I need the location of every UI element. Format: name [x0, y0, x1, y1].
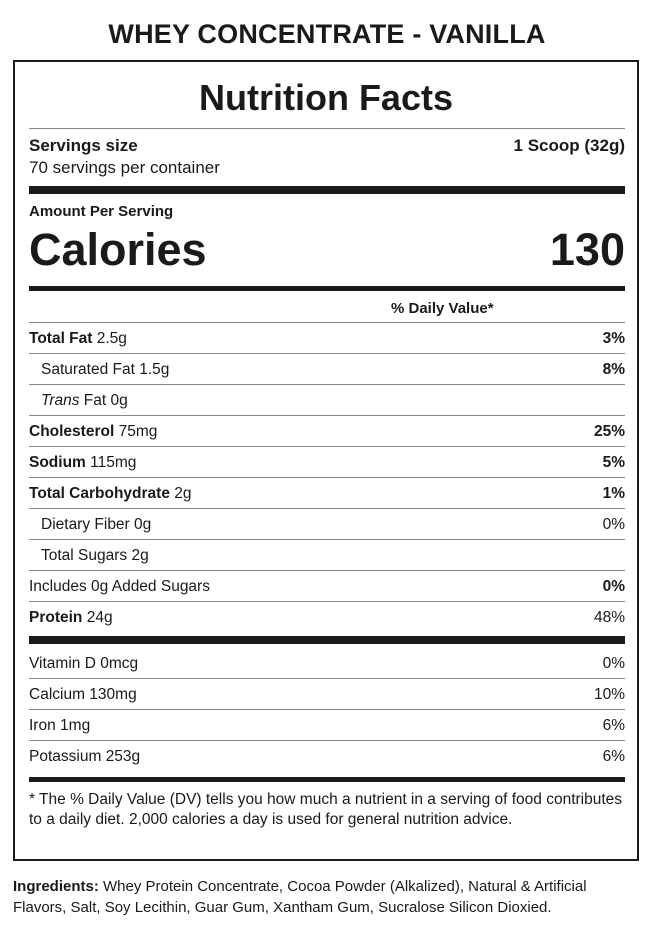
- nutrient-amount: 24g: [86, 608, 113, 626]
- vitamin-daily-value: 10%: [593, 685, 625, 703]
- vitamin-name: [29, 748, 140, 766]
- vitamin-amount: 1mg: [60, 716, 91, 734]
- nutrient-amount: 1.5g: [139, 360, 170, 378]
- vitamin-row: [29, 741, 625, 772]
- vitamin-row: [29, 710, 625, 741]
- divider: [29, 128, 625, 129]
- vitamin-name: [29, 655, 138, 673]
- nutrient-name-text: Total Fat: [29, 329, 93, 347]
- nutrient-name: [29, 392, 128, 410]
- nutrient-name-text: Total Sugars: [41, 546, 128, 564]
- vitamin-amount: 130mg: [89, 685, 137, 703]
- amount-per-serving: Amount Per Serving: [29, 203, 174, 220]
- nutrient-name-text: Cholesterol: [29, 422, 115, 440]
- nutrient-name: [29, 454, 136, 472]
- vitamin-name-text: Vitamin D: [29, 654, 96, 672]
- vitamin-name-text: Calcium: [29, 685, 85, 703]
- nutrient-daily-value: 0%: [602, 515, 625, 533]
- nutrient-name: [29, 609, 113, 627]
- nutrient-daily-value: 48%: [593, 608, 625, 626]
- vitamin-name: [29, 686, 137, 704]
- nutrient-row: [29, 509, 625, 540]
- daily-value-header: [29, 298, 625, 320]
- nutrient-amount: 0g: [134, 515, 152, 533]
- footnote-divider: [29, 777, 625, 782]
- vitamin-row: [29, 648, 625, 679]
- nutrient-row: [29, 540, 625, 571]
- nutrient-name-text: Saturated Fat: [41, 360, 135, 378]
- nutrient-daily-value: 3%: [602, 329, 625, 347]
- calories-label: Calories: [29, 224, 207, 275]
- nutrient-daily-value: 25%: [593, 422, 625, 440]
- nutrient-daily-value: 8%: [602, 360, 625, 378]
- nutrient-name: [29, 330, 127, 348]
- serving-size-label: Servings size: [29, 136, 138, 155]
- nutrient-name-italic: Trans: [41, 391, 80, 409]
- nutrient-daily-value: 5%: [602, 453, 625, 471]
- nutrient-amount: 2.5g: [96, 329, 127, 347]
- nutrient-row: [29, 571, 625, 602]
- nutrient-row: [29, 385, 625, 416]
- nutrient-row: [29, 323, 625, 354]
- calories-value: 130: [549, 224, 625, 275]
- servings-per-container: 70 servings per container: [29, 158, 220, 177]
- nutrient-name: [29, 547, 149, 565]
- vitamin-daily-value: 6%: [602, 716, 625, 734]
- nutrient-name: [29, 361, 169, 379]
- nutrient-name-text: Fat: [83, 391, 107, 409]
- vitamin-name-text: Iron: [29, 716, 56, 734]
- nutrient-name-text: Dietary Fiber: [41, 515, 130, 533]
- nutrient-row: [29, 447, 625, 478]
- vitamin-amount: 253g: [105, 747, 141, 765]
- serving-size-value: 1 Scoop (32g): [513, 136, 625, 155]
- nutrition-facts-title: Nutrition Facts: [198, 77, 453, 118]
- nutrient-name-text: Total Carbohydrate: [29, 484, 170, 502]
- daily-value-header-text: % Daily Value*: [391, 300, 494, 317]
- product-title: WHEY CONCENTRATE - VANILLA: [108, 19, 546, 49]
- calories-row: [29, 222, 625, 278]
- nutrient-name-text: Protein: [29, 608, 83, 626]
- nutrient-amount: 115mg: [90, 453, 137, 471]
- vitamin-row: [29, 679, 625, 710]
- ingredients-text: Whey Protein Concentrate, Cocoa Powder (Alkalized), Natural & Artificial Flavors, Salt, Soy Lecithin, Guar Gum, Xantham Gum, Sucralose Silicon Dioxied.: [13, 878, 587, 916]
- nutrient-amount: 75mg: [118, 422, 158, 440]
- nutrient-name: [29, 516, 151, 534]
- vitamin-daily-value: 0%: [602, 654, 625, 672]
- serving-size-row: [29, 134, 625, 158]
- nutrient-row: [29, 602, 625, 633]
- nutrient-name-text: Includes 0g Added Sugars: [29, 577, 210, 595]
- nutrient-name: [29, 423, 157, 441]
- vitamin-daily-value: 6%: [602, 747, 625, 765]
- nutrition-label: [13, 60, 639, 861]
- nutrient-name: [29, 578, 210, 596]
- vitamin-name-text: Potassium: [29, 747, 102, 765]
- nutrient-name: [29, 485, 192, 503]
- nutrient-row: [29, 478, 625, 509]
- medium-divider: [29, 286, 625, 291]
- nutrient-amount: 2g: [174, 484, 192, 502]
- ingredients: [13, 876, 633, 918]
- nutrient-row: [29, 354, 625, 385]
- nutrient-amount: 2g: [131, 546, 149, 564]
- vitamin-name: [29, 717, 90, 735]
- nutrient-row: [29, 416, 625, 447]
- nutrient-name-text: Sodium: [29, 453, 86, 471]
- nutrient-daily-value: 0%: [602, 577, 625, 595]
- ingredients-label: Ingredients:: [13, 878, 99, 895]
- daily-value-footnote: * The % Daily Value (DV) tells you how much a nutrient in a serving of food contributes to a daily diet. 2,000 calories a day is used for general nutrition advice.: [29, 791, 623, 828]
- nutrient-amount: 0g: [110, 391, 128, 409]
- nutrient-daily-value: 1%: [602, 484, 625, 502]
- thick-divider: [29, 186, 625, 194]
- vitamin-amount: 0mcg: [100, 654, 139, 672]
- thick-divider-vitamins: [29, 636, 625, 644]
